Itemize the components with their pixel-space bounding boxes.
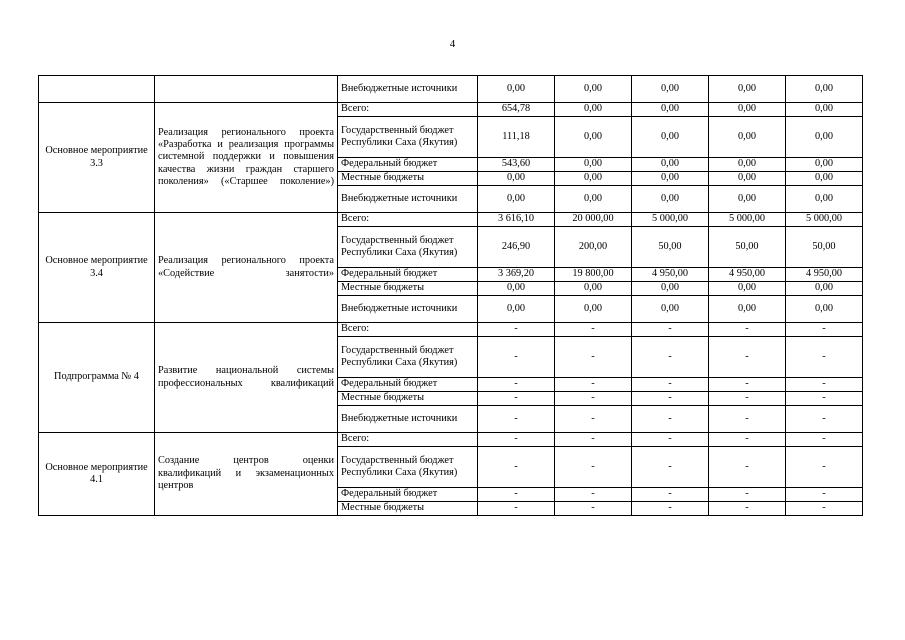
description-cell: Создание центров оценки квалификаций и экзаменационных центров	[155, 433, 338, 516]
value-cell: 0,00	[709, 117, 786, 158]
value-cell: 0,00	[709, 282, 786, 296]
value-cell: 654,78	[478, 103, 555, 117]
value-cell: 0,00	[709, 76, 786, 103]
source-cell: Государственный бюджет Республики Саха (Якутия)	[338, 227, 478, 268]
value-cell: -	[786, 392, 863, 406]
source-cell: Внебюджетные источники	[338, 76, 478, 103]
value-cell: 4 950,00	[709, 268, 786, 282]
value-cell: 4 950,00	[786, 268, 863, 282]
value-cell: 0,00	[786, 158, 863, 172]
value-cell: -	[786, 433, 863, 447]
source-cell: Федеральный бюджет	[338, 488, 478, 502]
value-cell: 0,00	[786, 103, 863, 117]
value-cell: -	[786, 378, 863, 392]
budget-table	[38, 75, 863, 516]
value-cell: 0,00	[478, 282, 555, 296]
source-cell: Всего:	[338, 323, 478, 337]
value-cell: 111,18	[478, 117, 555, 158]
value-cell: 0,00	[632, 117, 709, 158]
value-cell: 3 616,10	[478, 213, 555, 227]
value-cell: -	[786, 502, 863, 516]
value-cell: -	[786, 337, 863, 378]
value-cell: 0,00	[555, 282, 632, 296]
value-cell: -	[555, 447, 632, 488]
value-cell: 200,00	[555, 227, 632, 268]
value-cell: 3 369,20	[478, 268, 555, 282]
value-cell: -	[632, 447, 709, 488]
value-cell: -	[555, 337, 632, 378]
table-row	[39, 213, 863, 227]
value-cell: -	[709, 337, 786, 378]
page-number: 4	[449, 38, 456, 50]
source-cell: Всего:	[338, 103, 478, 117]
value-cell: 0,00	[786, 296, 863, 323]
source-cell: Местные бюджеты	[338, 282, 478, 296]
value-cell: -	[555, 378, 632, 392]
value-cell: -	[786, 447, 863, 488]
value-cell: -	[478, 502, 555, 516]
value-cell: 0,00	[632, 172, 709, 186]
table-row	[39, 103, 863, 117]
value-cell: -	[478, 378, 555, 392]
source-cell: Государственный бюджет Республики Саха (Якутия)	[338, 117, 478, 158]
value-cell: -	[632, 406, 709, 433]
value-cell: 0,00	[632, 158, 709, 172]
value-cell: 5 000,00	[709, 213, 786, 227]
value-cell: -	[478, 447, 555, 488]
value-cell: 0,00	[555, 103, 632, 117]
source-cell: Федеральный бюджет	[338, 158, 478, 172]
value-cell: -	[709, 502, 786, 516]
value-cell: -	[478, 488, 555, 502]
value-cell: 0,00	[632, 186, 709, 213]
source-cell: Внебюджетные источники	[338, 186, 478, 213]
value-cell: 0,00	[478, 172, 555, 186]
value-cell: -	[632, 433, 709, 447]
value-cell: -	[632, 323, 709, 337]
value-cell: 5 000,00	[632, 213, 709, 227]
source-cell: Всего:	[338, 433, 478, 447]
value-cell: -	[786, 323, 863, 337]
value-cell: -	[555, 323, 632, 337]
budget-table-body	[39, 76, 863, 516]
value-cell: -	[478, 392, 555, 406]
value-cell: -	[478, 433, 555, 447]
source-cell: Федеральный бюджет	[338, 378, 478, 392]
source-cell: Внебюджетные источники	[338, 296, 478, 323]
value-cell: -	[632, 488, 709, 502]
measure-cell: Основное мероприятие 3.4	[39, 213, 155, 323]
value-cell: -	[709, 433, 786, 447]
value-cell: 0,00	[555, 158, 632, 172]
value-cell: 0,00	[709, 296, 786, 323]
value-cell: -	[478, 337, 555, 378]
source-cell: Всего:	[338, 213, 478, 227]
value-cell: -	[632, 502, 709, 516]
measure-cell: Подпрограмма № 4	[39, 323, 155, 433]
source-cell: Государственный бюджет Республики Саха (Якутия)	[338, 337, 478, 378]
value-cell: -	[632, 378, 709, 392]
value-cell: -	[555, 392, 632, 406]
value-cell: 0,00	[786, 172, 863, 186]
source-cell: Местные бюджеты	[338, 502, 478, 516]
description-cell: Развитие национальной системы профессиональных квалификаций	[155, 323, 338, 433]
value-cell: -	[478, 406, 555, 433]
value-cell: 0,00	[555, 76, 632, 103]
value-cell: 0,00	[478, 76, 555, 103]
empty-measure-cell	[39, 76, 155, 103]
value-cell: 0,00	[478, 186, 555, 213]
description-cell: Реализация регионального проекта «Содействие занятости»	[155, 213, 338, 323]
value-cell: -	[555, 502, 632, 516]
value-cell: 4 950,00	[632, 268, 709, 282]
value-cell: 50,00	[786, 227, 863, 268]
value-cell: -	[555, 406, 632, 433]
value-cell: 0,00	[555, 117, 632, 158]
value-cell: 0,00	[709, 103, 786, 117]
value-cell: 5 000,00	[786, 213, 863, 227]
measure-cell: Основное мероприятие 4.1	[39, 433, 155, 516]
value-cell: 50,00	[709, 227, 786, 268]
value-cell: 0,00	[555, 186, 632, 213]
value-cell: 0,00	[709, 172, 786, 186]
value-cell: -	[786, 488, 863, 502]
value-cell: 0,00	[632, 282, 709, 296]
table-row	[39, 76, 863, 103]
value-cell: 0,00	[786, 117, 863, 158]
value-cell: -	[555, 488, 632, 502]
value-cell: -	[709, 378, 786, 392]
value-cell: 246,90	[478, 227, 555, 268]
value-cell: -	[709, 447, 786, 488]
value-cell: -	[555, 433, 632, 447]
value-cell: -	[709, 323, 786, 337]
value-cell: 0,00	[632, 76, 709, 103]
value-cell: -	[709, 406, 786, 433]
value-cell: 543,60	[478, 158, 555, 172]
description-cell: Реализация регионального проекта «Разработка и реализация программы системной поддержки и повышения качества жизни граждан старшего поколения» («Старшее поколение»)	[155, 103, 338, 213]
source-cell: Местные бюджеты	[338, 172, 478, 186]
table-row	[39, 323, 863, 337]
empty-description-cell	[155, 76, 338, 103]
value-cell: -	[709, 488, 786, 502]
value-cell: 0,00	[555, 172, 632, 186]
value-cell: 19 800,00	[555, 268, 632, 282]
value-cell: 0,00	[555, 296, 632, 323]
value-cell: -	[786, 406, 863, 433]
value-cell: 0,00	[632, 103, 709, 117]
value-cell: -	[632, 337, 709, 378]
value-cell: 0,00	[709, 186, 786, 213]
value-cell: 0,00	[786, 282, 863, 296]
value-cell: -	[709, 392, 786, 406]
source-cell: Местные бюджеты	[338, 392, 478, 406]
value-cell: -	[632, 392, 709, 406]
value-cell: 0,00	[709, 158, 786, 172]
source-cell: Внебюджетные источники	[338, 406, 478, 433]
value-cell: 0,00	[786, 186, 863, 213]
value-cell: 0,00	[478, 296, 555, 323]
value-cell: 50,00	[632, 227, 709, 268]
value-cell: 0,00	[632, 296, 709, 323]
measure-cell: Основное мероприятие 3.3	[39, 103, 155, 213]
value-cell: 20 000,00	[555, 213, 632, 227]
value-cell: 0,00	[786, 76, 863, 103]
table-row	[39, 433, 863, 447]
source-cell: Федеральный бюджет	[338, 268, 478, 282]
value-cell: -	[478, 323, 555, 337]
source-cell: Государственный бюджет Республики Саха (Якутия)	[338, 447, 478, 488]
